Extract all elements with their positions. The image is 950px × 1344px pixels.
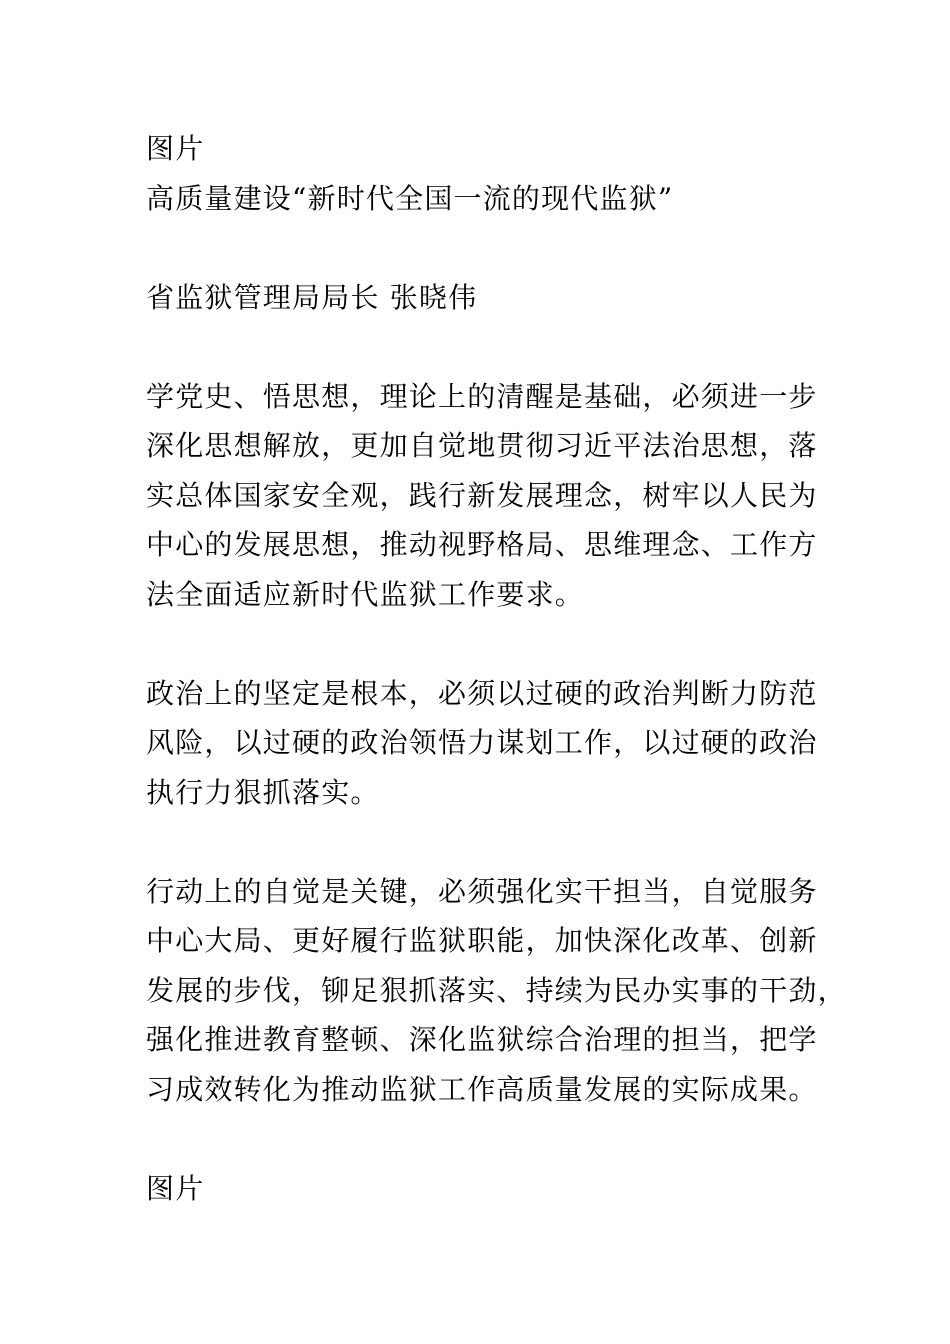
paragraph-line: 执行力狠抓落实。	[146, 775, 380, 809]
paragraph-line: 习成效转化为推动监狱工作高质量发展的实际成果。	[146, 1072, 818, 1106]
author-line: 省监狱管理局局长 张晓伟	[146, 280, 478, 314]
paragraph-3	[146, 867, 847, 1115]
spacer	[146, 619, 836, 669]
paragraph-line: 发展的步伐，铆足狠抓落实、持续为民办实事的干劲，	[146, 973, 847, 1007]
document-body	[146, 124, 847, 1213]
paragraph-2	[146, 669, 836, 818]
spacer	[146, 1114, 836, 1164]
spacer	[146, 322, 836, 372]
paragraph-line: 中心的发展思想，推动视野格局、思维理念、工作方	[146, 528, 818, 561]
image-placeholder-label: 图片	[146, 1171, 205, 1205]
paragraph-line: 行动上的自觉是关键，必须强化实干担当，自觉服务	[146, 874, 818, 908]
image-placeholder-label: 图片	[146, 132, 205, 165]
spacer	[146, 817, 836, 867]
article-title: 高质量建设“新时代全国一流的现代监狱”	[146, 181, 674, 215]
paragraph-line: 实总体国家安全观，践行新发展理念，树牢以人民为	[146, 478, 818, 512]
paragraph-line: 政治上的坚定是根本，必须以过硬的政治判断力防范	[146, 676, 818, 710]
paragraph-line: 深化思想解放，更加自觉地贯彻习近平法治思想，落	[146, 429, 818, 462]
paragraph-line: 中心大局、更好履行监狱职能，加快深化改革、创新	[146, 924, 818, 957]
paragraph-line: 风险，以过硬的政治领悟力谋划工作，以过硬的政治	[146, 726, 818, 759]
spacer	[146, 223, 836, 273]
paragraph-1	[146, 372, 836, 620]
paragraph-line: 强化推进教育整顿、深化监狱综合治理的担当，把学	[146, 1023, 818, 1056]
paragraph-line: 学党史、悟思想，理论上的清醒是基础，必须进一步	[146, 379, 818, 413]
paragraph-line: 法全面适应新时代监狱工作要求。	[146, 577, 585, 611]
